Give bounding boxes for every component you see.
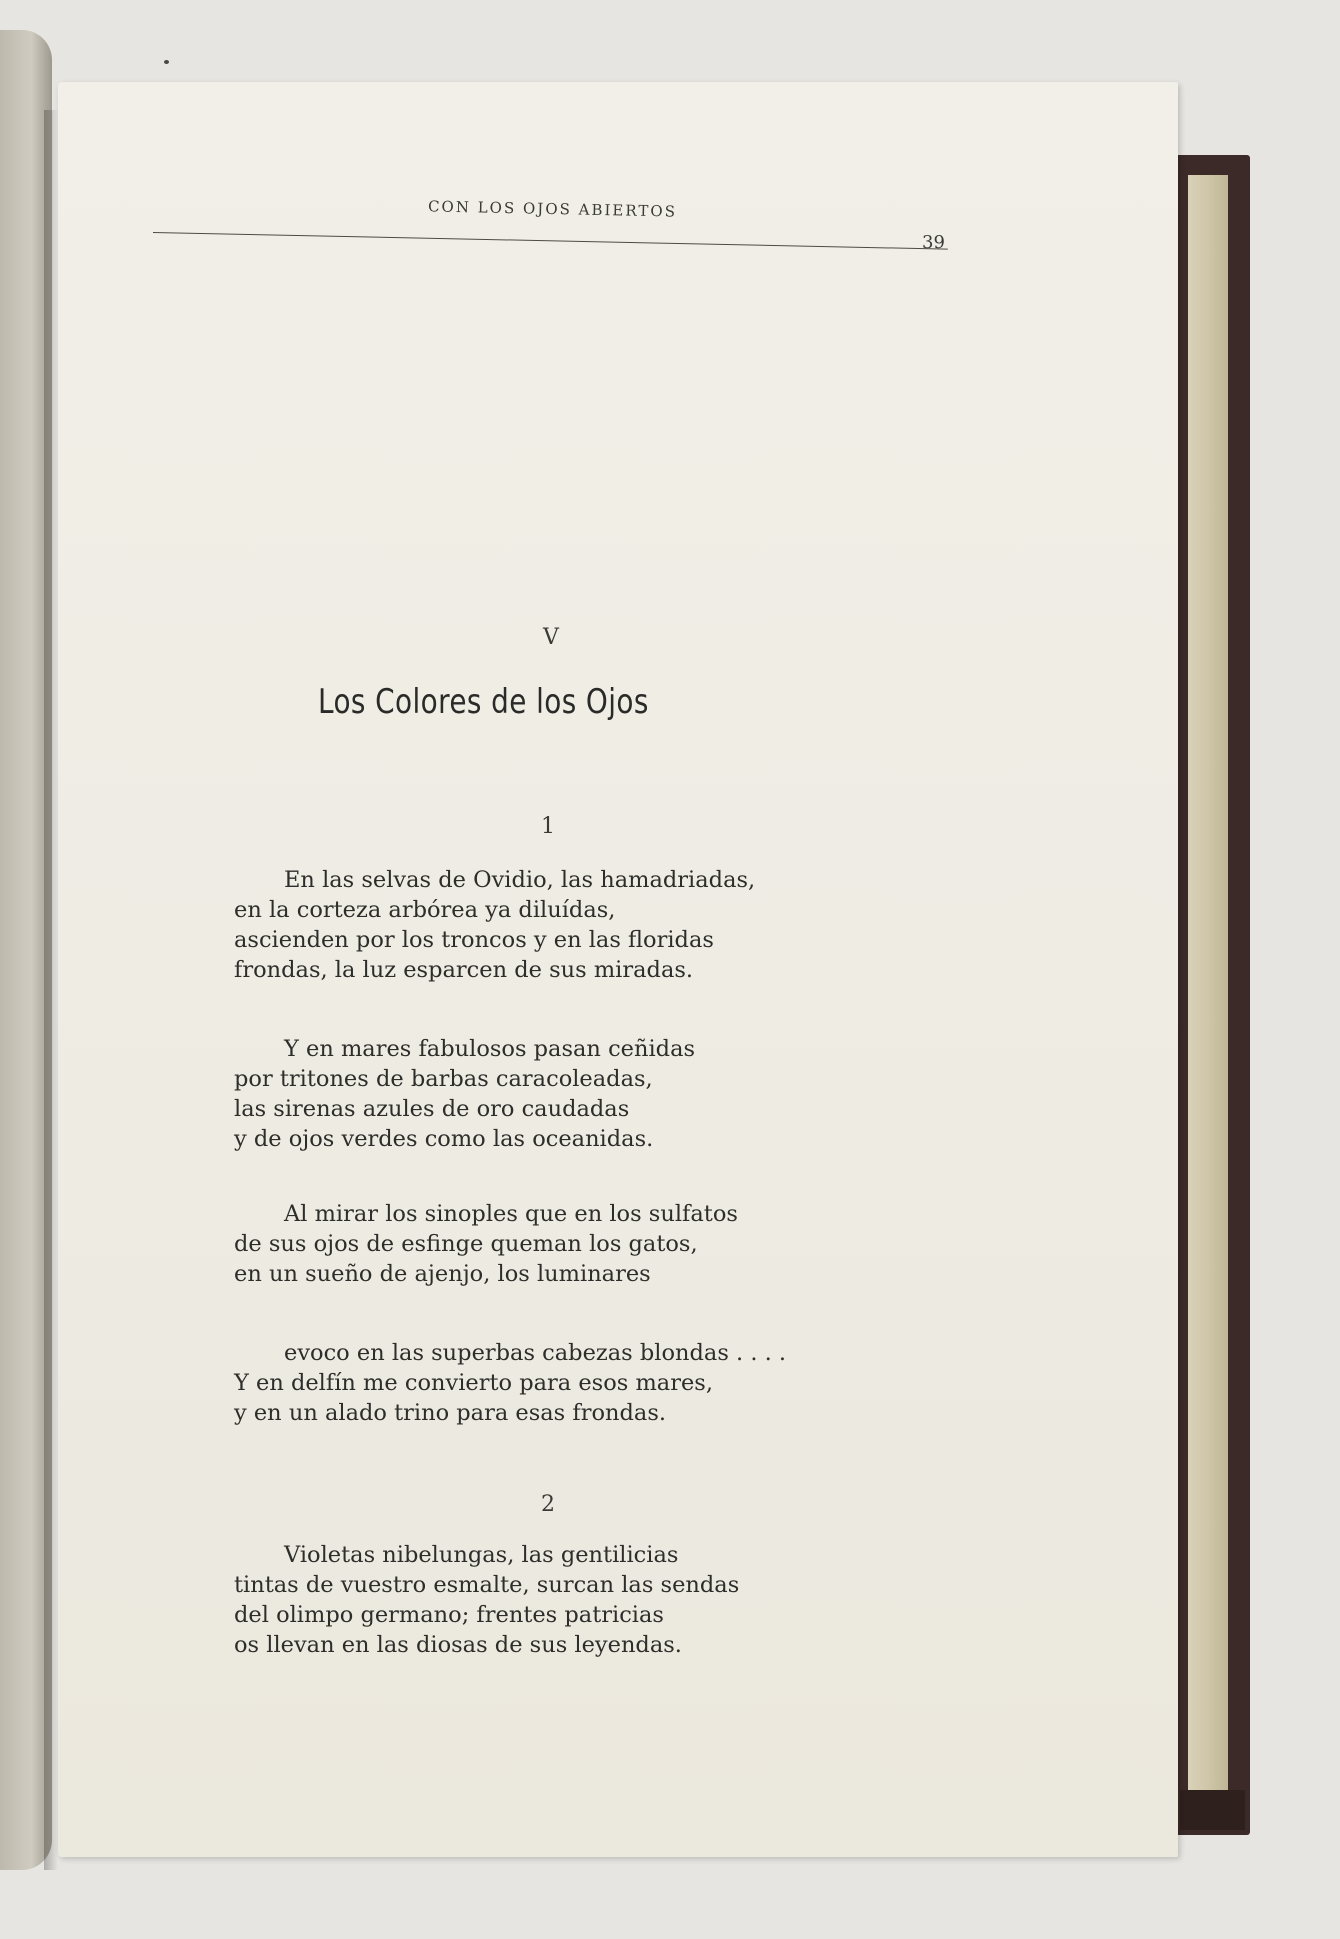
verse-line: las sirenas azules de oro caudadas <box>234 1096 630 1122</box>
verse-line: y en un alado trino para esas frondas. <box>234 1400 667 1426</box>
chapter-title: Los Colores de los Ojos <box>318 682 649 722</box>
verse-line: evoco en las superbas cabezas blondas . . . . <box>284 1340 787 1366</box>
stanza <box>234 1199 954 1289</box>
stanza <box>234 1338 954 1428</box>
verse-line: Y en mares fabulosos pasan ceñidas <box>284 1036 696 1062</box>
verse-line: ascienden por los troncos y en las floridas <box>234 927 714 953</box>
verse-line: En las selvas de Ovidio, las hamadriadas, <box>284 867 756 893</box>
verse-line: os llevan en las diosas de sus leyendas. <box>234 1632 682 1658</box>
section-number: 2 <box>541 1492 555 1517</box>
chapter-number: V <box>543 625 559 650</box>
page-number: 39 <box>922 232 945 253</box>
verse-line: en la corteza arbórea ya diluídas, <box>234 897 616 923</box>
section-number: 1 <box>541 814 555 839</box>
dust-speck <box>164 60 169 64</box>
verse-line: por tritones de barbas caracoleadas, <box>234 1066 653 1092</box>
gutter-shadow <box>44 110 58 1870</box>
stanza <box>234 1034 954 1154</box>
book-cover-corner <box>1180 1790 1245 1830</box>
stanza <box>234 1540 954 1660</box>
header-rule <box>153 232 948 250</box>
verse-line: Violetas nibelungas, las gentilicias <box>284 1542 679 1568</box>
verse-line: Al mirar los sinoples que en los sulfatos <box>284 1201 738 1227</box>
stanza <box>234 865 954 985</box>
book-page <box>58 82 1178 1857</box>
verse-line: del olimpo germano; frentes patricias <box>234 1602 664 1628</box>
verse-line: tintas de vuestro esmalte, surcan las sendas <box>234 1572 740 1598</box>
verse-line: Y en delfín me convierto para esos mares, <box>234 1370 713 1396</box>
verse-line: frondas, la luz esparcen de sus miradas. <box>234 957 694 983</box>
running-head: CON LOS OJOS ABIERTOS <box>427 197 678 221</box>
verse-line: en un sueño de ajenjo, los luminares <box>234 1261 651 1287</box>
verse-line: y de ojos verdes como las oceanidas. <box>234 1126 654 1152</box>
verse-line: de sus ojos de esfinge queman los gatos, <box>234 1231 698 1257</box>
page-block-edge <box>1188 175 1228 1800</box>
